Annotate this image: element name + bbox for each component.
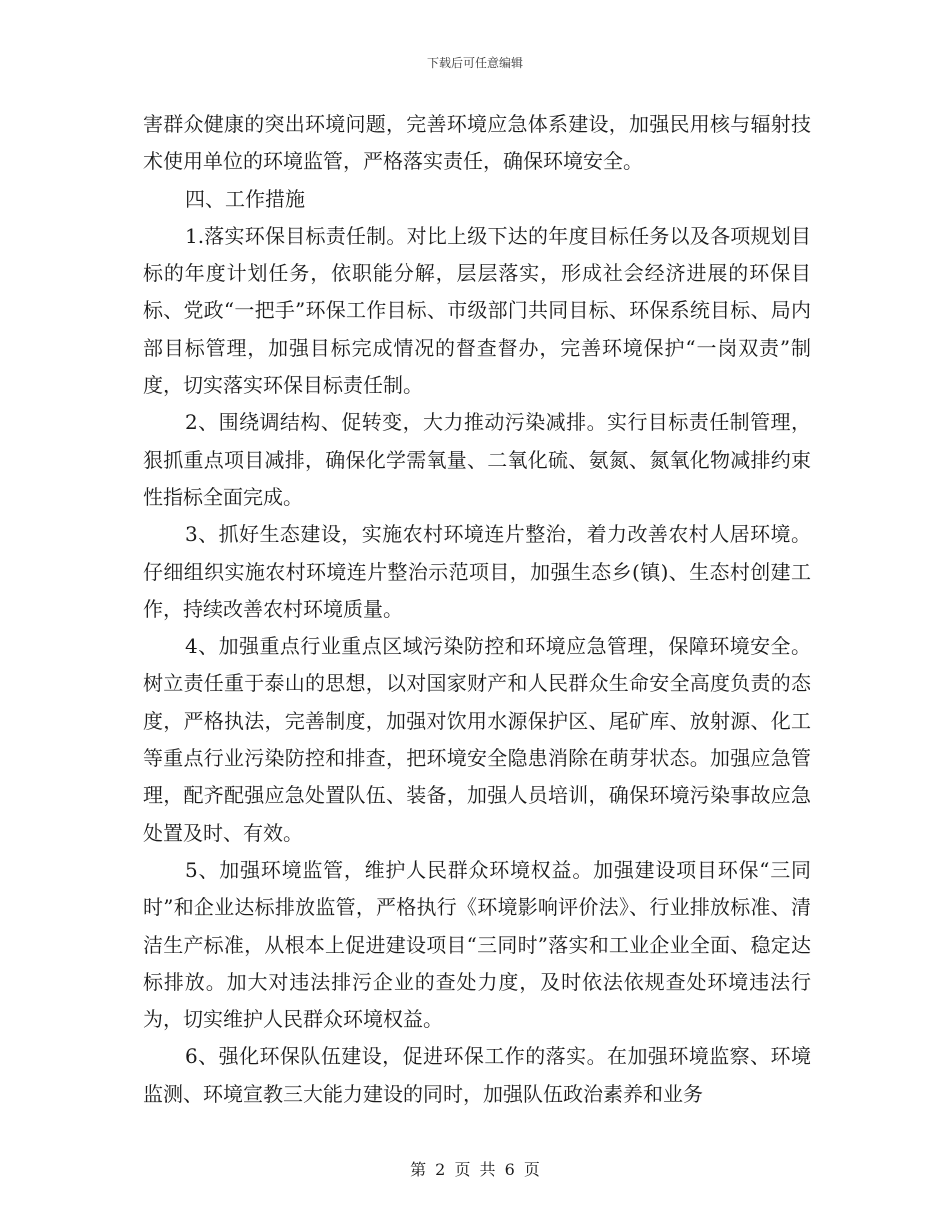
paragraph-measure-6: 6、强化环保队伍建设，促进环保工作的落实。在加强环境监察、环境监测、环境宣教三大能力建设的同时，加强队伍政治素养和业务	[143, 1044, 811, 1106]
page-header: 下载后可任意编辑	[426, 56, 523, 70]
paragraph-measure-3: 3、抓好生态建设，实施农村环境连片整治，着力改善农村人居环境。仔细组织实施农村环境连片整治示范项目，加强生态乡(镇)、生态村创建工作，持续改善农村环境质量。	[143, 522, 811, 621]
paragraph-measure-5: 5、加强环境监管，维护人民群众环境权益。加强建设项目环保“三同时”和企业达标排放监管，严格执行《环境影响评价法》、行业排放标准、清洁生产标准，从根本上促进建设项目“三同时”落实和工业企业全面、稳定达标排放。加大对违法排污企业的查处力度，及时依法依规查处环境违法行为，切实维护人民群众环境权益。	[143, 857, 811, 1032]
document-body	[143, 106, 811, 1113]
page-footer: 第 2 页 共 6 页	[410, 1160, 540, 1179]
section-heading-work-measures: 四、工作措施	[185, 186, 305, 211]
paragraph-measure-2: 2、围绕调结构、促转变，大力推动污染减排。实行目标责任制管理，狠抓重点项目减排，确保化学需氧量、二氧化硫、氨氮、氮氧化物减排约束性指标全面完成。	[143, 410, 811, 509]
paragraph-measure-4: 4、加强重点行业重点区域污染防控和环境应急管理，保障环境安全。树立责任重于泰山的思想，以对国家财产和人民群众生命安全高度负责的态度，严格执法，完善制度，加强对饮用水源保护区、尾矿库、放射源、化工等重点行业污染防控和排查，把环境安全隐患消除在萌芽状态。加强应急管理，配齐配强应急处置队伍、装备，加强人员培训，确保环境污染事故应急处置及时、有效。	[143, 634, 811, 845]
paragraph-continuation: 害群众健康的突出环境问题，完善环境应急体系建设，加强民用核与辐射技术使用单位的环境监管，严格落实责任，确保环境安全。	[143, 112, 811, 174]
paragraph-measure-1: 1.落实环保目标责任制。对比上级下达的年度目标任务以及各项规划目标的年度计划任务，依职能分解，层层落实，形成社会经济进展的环保目标、党政“一把手”环保工作目标、市级部门共同目标、环保系统目标、局内部目标管理，加强目标完成情况的督查督办，完善环境保护“一岗双责”制度，切实落实环保目标责任制。	[143, 223, 811, 398]
